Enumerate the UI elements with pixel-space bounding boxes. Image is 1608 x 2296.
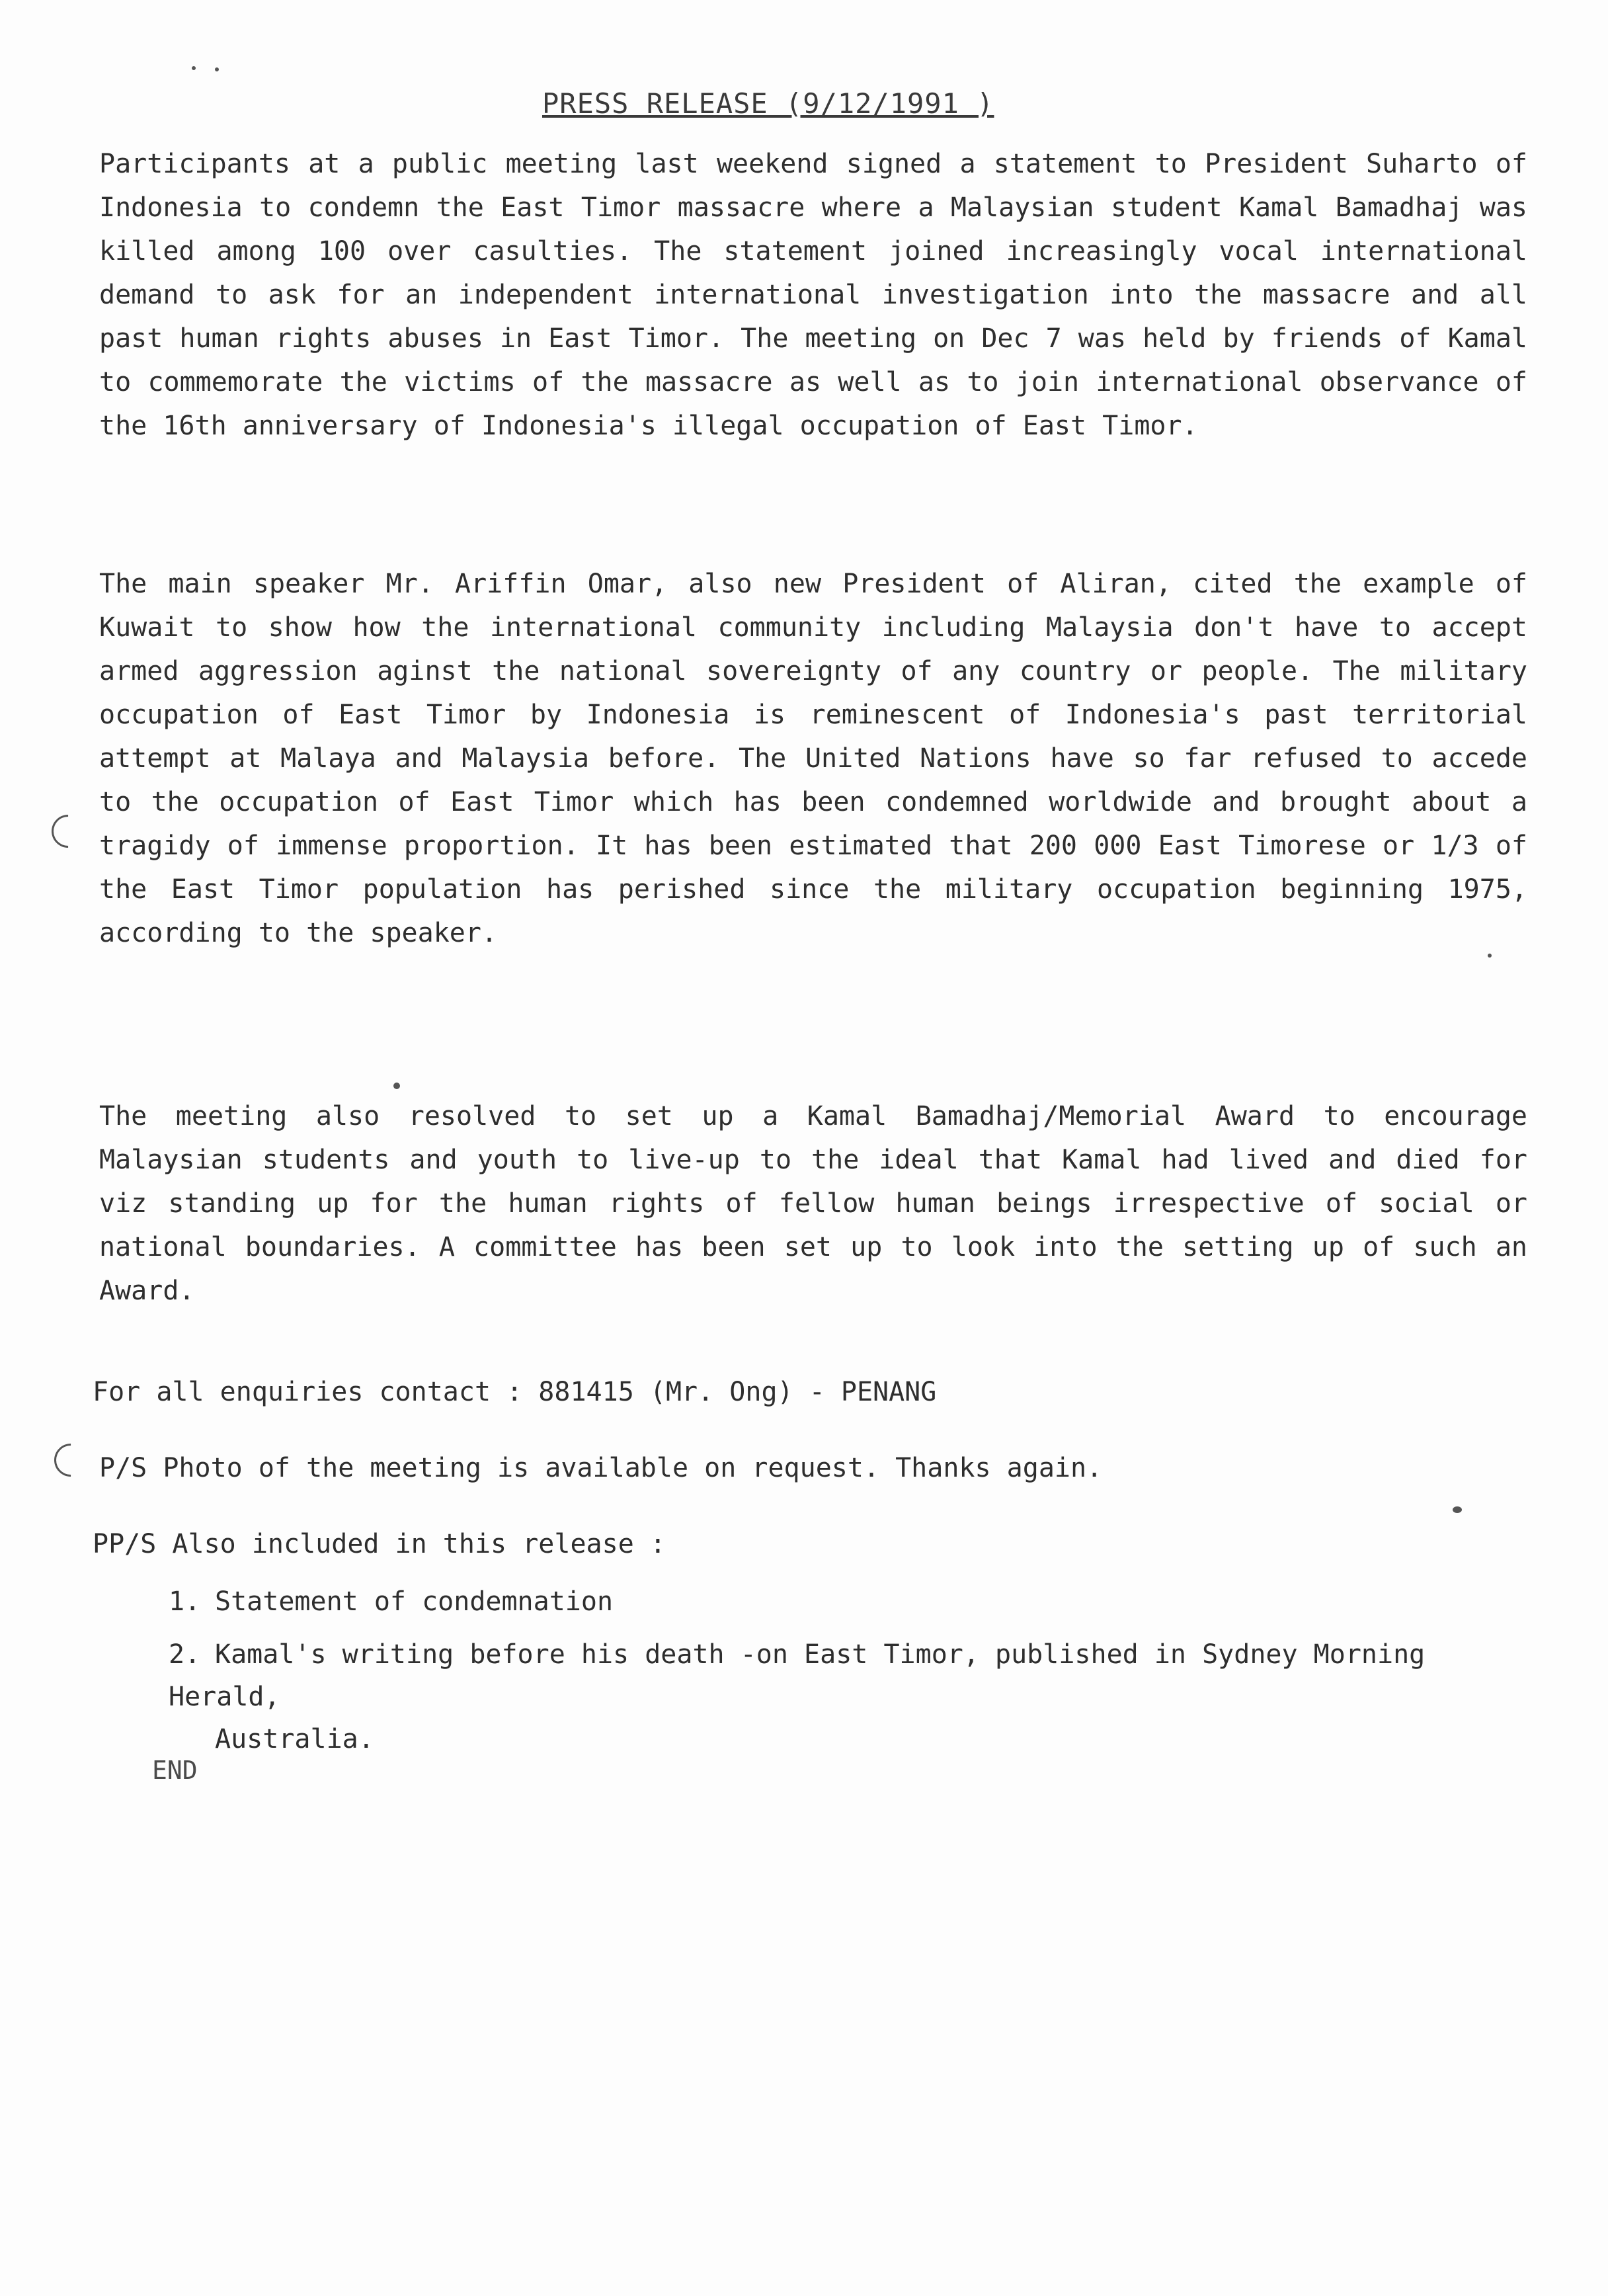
paragraph-1: Participants at a public meeting last weekend signed a statement to President Suharto of Indonesia to condemn the East Timor massacre where a Malaysian student Kamal Bamadhaj was killed among 100 over casulties. The statement joined increasingly vocal international demand to ask for an independent international investigation into the massacre and all past human rights abuses in East Timor. The meeting on Dec 7 was held by friends of Kamal to commemorate the victims of the massacre as well as to join international observance of the 16th anniversary of Indonesia's illegal occupation of East Timor. (99, 149, 1527, 441)
list-item (169, 1633, 1531, 1760)
list-item (169, 1580, 1531, 1623)
ink-speck (192, 66, 196, 70)
ink-speck (1488, 954, 1492, 958)
list-item-continuation: Australia. (215, 1724, 374, 1754)
ink-speck (215, 67, 219, 71)
included-items-list (169, 1580, 1531, 1771)
press-release-title: PRESS RELEASE (9/12/1991 ) (542, 87, 994, 120)
ink-speck (1453, 1506, 1462, 1513)
list-item-text: Kamal's writing before his death -on East Timor, published in Sydney Morning Herald, (169, 1639, 1426, 1712)
ink-speck (393, 1083, 400, 1089)
end-marker: END (152, 1756, 198, 1785)
postscript-line: P/S Photo of the meeting is available on request. Thanks again. (99, 1453, 1103, 1483)
list-item-text: Statement of condemnation (215, 1586, 614, 1617)
list-item-number: 2. (169, 1639, 201, 1670)
hole-punch-mark (45, 808, 92, 855)
post-postscript-line: PP/S Also included in this release : (93, 1529, 666, 1559)
hole-punch-mark (48, 1437, 95, 1484)
paragraph-2: The main speaker Mr. Ariffin Omar, also new President of Aliran, cited the example of Kuwait to show how the international community including Malaysia don't have to accept armed aggression aginst the national sovereignty of any country or people. The military occupation of East Timor by Indonesia is reminescent of Indonesia's past territorial attempt at Malaya and Malaysia before. The United Nations have so far refused to accede to the occupation of East Timor which has been condemned worldwide and brought about a tragidy of immense proportion. It has been estimated that 200 000 East Timorese or 1/3 of the East Timor population has perished since the military occupation beginning 1975, according to the speaker. (99, 569, 1527, 948)
contact-line: For all enquiries contact : 881415 (Mr. Ong) - PENANG (93, 1377, 937, 1407)
list-item-number: 1. (169, 1586, 201, 1617)
paragraph-3: The meeting also resolved to set up a Kamal Bamadhaj/Memorial Award to encourage Malaysian students and youth to live-up to the ideal that Kamal had lived and died for viz standing up for the human rights of fellow human beings irrespective of social or national boundaries. A committee has been set up to look into the setting up of such an Award. (99, 1101, 1527, 1306)
